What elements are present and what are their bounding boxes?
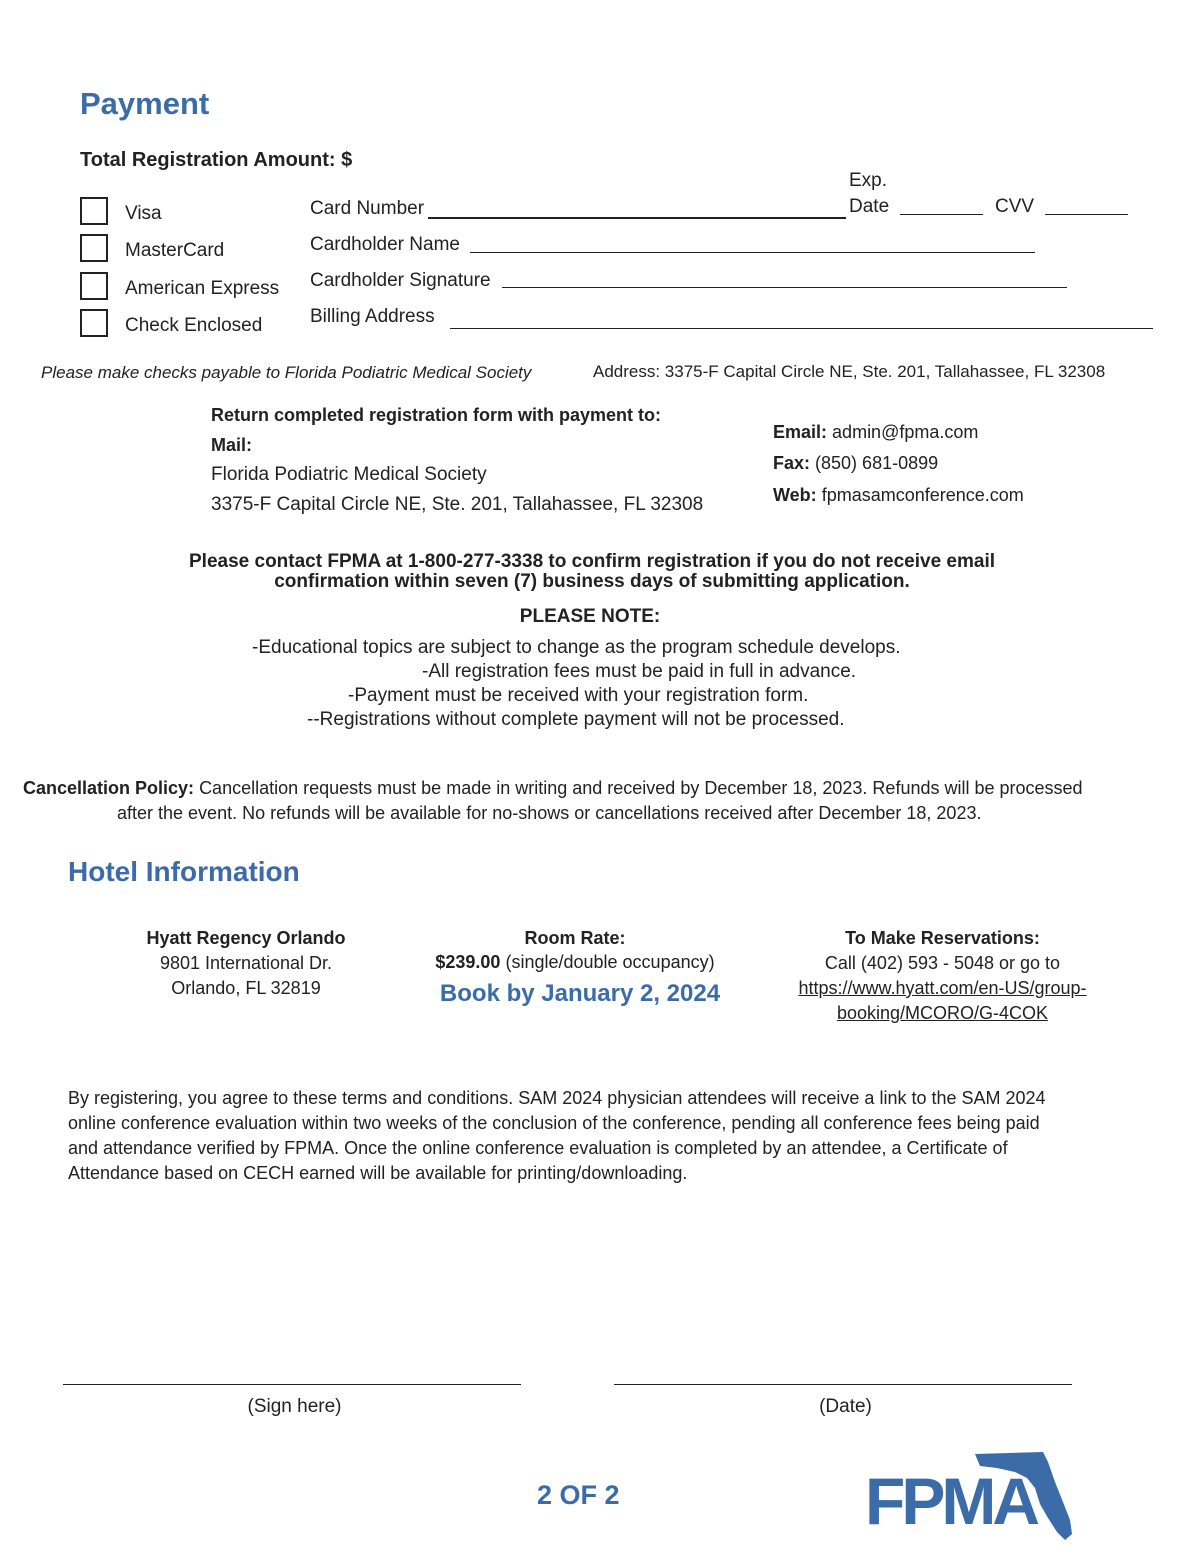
room-rate-note: (single/double occupancy)	[505, 952, 715, 972]
fax-value: (850) 681-0899	[815, 453, 939, 473]
please-note-item: -Payment must be received with your registration form.	[348, 685, 809, 706]
total-registration-label: Total Registration Amount: $	[80, 149, 353, 171]
fpma-logo-text: FPMA	[865, 1464, 1036, 1538]
page-number: 2 OF 2	[537, 1480, 620, 1510]
cardholder-name-label: Cardholder Name	[310, 234, 460, 255]
contact-notice-line-2: confirmation within seven (7) business days of submitting application.	[274, 571, 910, 592]
contact-notice	[0, 552, 1184, 592]
signature-line[interactable]	[63, 1384, 521, 1385]
date-signature-label: (Date)	[819, 1396, 872, 1417]
please-note-heading: PLEASE NOTE:	[519, 606, 661, 627]
checks-payable-note: Please make checks payable to Florida Podiatric Medical Society	[41, 363, 532, 382]
reservations-label: To Make Reservations:	[845, 928, 1040, 948]
please-note-item: -Educational topics are subject to change as the program schedule develops.	[252, 637, 901, 658]
web-label: Web:	[773, 485, 817, 505]
exp-date-field[interactable]	[900, 214, 983, 215]
visa-label: Visa	[125, 203, 162, 224]
cvv-label: CVV	[995, 196, 1035, 217]
date-label: Date	[849, 196, 890, 217]
billing-address-field[interactable]	[450, 328, 1153, 329]
cancellation-text-2: after the event. No refunds will be available for no-shows or cancellations received after December 18, 2023.	[117, 803, 982, 823]
hotel-address-2: Orlando, FL 32819	[171, 978, 321, 998]
payment-title: Payment	[80, 86, 210, 121]
room-rate-block	[400, 926, 750, 974]
please-note-item: -All registration fees must be paid in full in advance.	[422, 661, 857, 682]
card-number-field[interactable]	[428, 217, 846, 219]
fax-label: Fax:	[773, 453, 811, 473]
mastercard-label: MasterCard	[125, 240, 225, 261]
hotel-title: Hotel Information	[68, 856, 300, 887]
reservations-link-2[interactable]: booking/MCORO/G-4COK	[836, 1003, 1049, 1023]
check-enclosed-label: Check Enclosed	[125, 315, 263, 336]
web-line	[773, 485, 1024, 506]
hotel-address-1: 9801 International Dr.	[159, 953, 333, 973]
cancellation-line-1	[23, 778, 1083, 799]
payment-address: Address: 3375-F Capital Circle NE, Ste. 201, Tallahassee, FL 32308	[593, 362, 1106, 381]
email-value[interactable]: admin@fpma.com	[832, 422, 979, 442]
card-number-label: Card Number	[310, 198, 425, 219]
mail-label: Mail:	[211, 435, 253, 455]
reservations-block	[760, 926, 1125, 1026]
cancellation-label: Cancellation Policy:	[23, 778, 195, 798]
contact-notice-line-1: Please contact FPMA at 1-800-277-3338 to confirm registration if you do not receive email	[189, 551, 995, 572]
reservations-link-1[interactable]: https://www.hyatt.com/en-US/group-	[798, 978, 1087, 998]
return-heading: Return completed registration form with payment to:	[211, 405, 662, 425]
mail-address: 3375-F Capital Circle NE, Ste. 201, Tallahassee, FL 32308	[211, 494, 704, 515]
american-express-label: American Express	[125, 278, 280, 299]
book-by-date: Book by January 2, 2024	[439, 980, 721, 1007]
cvv-field[interactable]	[1045, 214, 1128, 215]
cancellation-text-1: Cancellation requests must be made in writing and received by December 18, 2023. Refunds will be processed	[199, 778, 1083, 798]
cardholder-name-field[interactable]	[470, 252, 1035, 253]
fax-line	[773, 453, 938, 474]
visa-checkbox[interactable]	[80, 197, 108, 225]
fpma-logo	[865, 1448, 1075, 1543]
cardholder-signature-field[interactable]	[502, 287, 1067, 288]
mail-name: Florida Podiatric Medical Society	[211, 464, 487, 485]
room-rate-label: Room Rate:	[524, 928, 626, 948]
web-value[interactable]: fpmasamconference.com	[821, 485, 1024, 505]
email-label: Email:	[773, 422, 828, 442]
check-enclosed-checkbox[interactable]	[80, 309, 108, 337]
date-line[interactable]	[614, 1384, 1072, 1385]
please-note-item: --Registrations without complete payment will not be processed.	[307, 709, 845, 730]
hotel-address-block	[126, 926, 366, 1001]
email-line	[773, 422, 978, 443]
billing-address-label: Billing Address	[310, 306, 435, 327]
cardholder-signature-label: Cardholder Signature	[310, 270, 491, 291]
reservations-call: Call (402) 593 - 5048 or go to	[824, 953, 1061, 973]
terms-paragraph: By registering, you agree to these terms and conditions. SAM 2024 physician attendees will receive a link to the SAM 2024 online conference evaluation within two weeks of the conclusion of the conference, pending all conference fees being paid and attendance verified by FPMA. Once the online conference evaluation is completed by an attendee, a Certificate of Attendance based on CECH earned will be available for printing/downloading.	[68, 1088, 1046, 1183]
room-rate-price: $239.00	[435, 952, 501, 972]
american-express-checkbox[interactable]	[80, 272, 108, 300]
sign-here-label: (Sign here)	[247, 1396, 342, 1417]
exp-label: Exp.	[849, 170, 888, 191]
hotel-name: Hyatt Regency Orlando	[146, 928, 346, 948]
mastercard-checkbox[interactable]	[80, 234, 108, 262]
